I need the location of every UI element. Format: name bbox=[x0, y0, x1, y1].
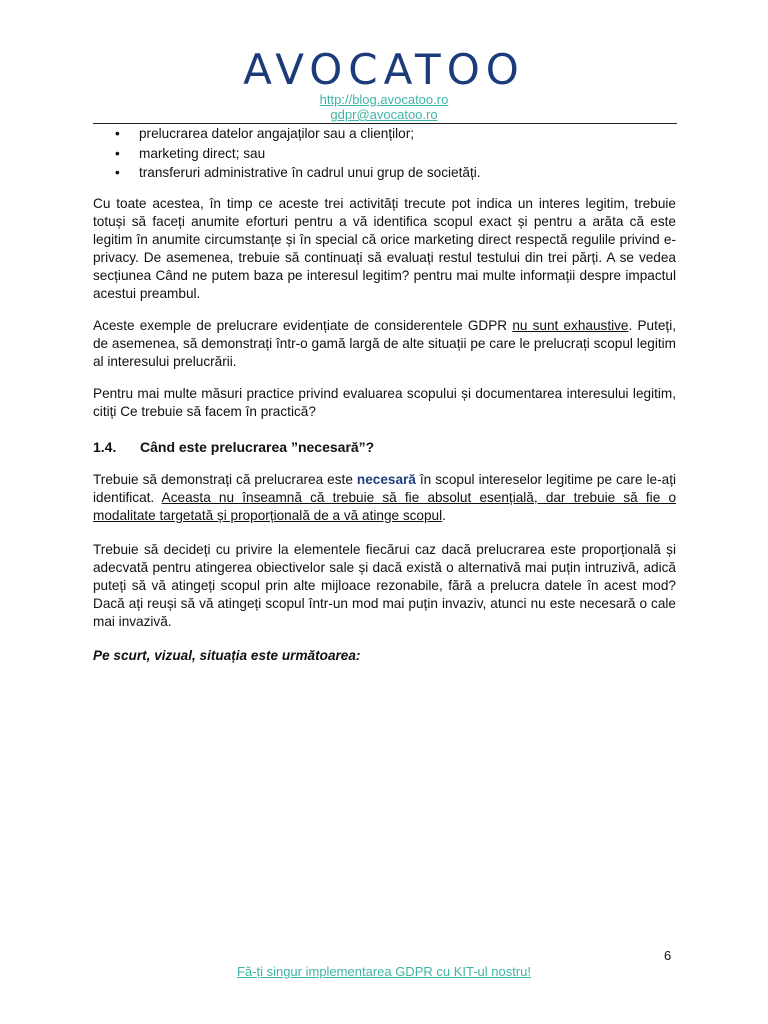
page-number: 6 bbox=[664, 948, 672, 963]
bullet-list bbox=[93, 124, 676, 183]
paragraph: Aceste exemple de prelucrare evidențiate de considerentele GDPR nu sunt exhaustive. Puteți, de asemenea, să demonstrați într-o gamă largă de alte situații pe care le prelucrați scopul legitim al interesului prelucrării. bbox=[93, 317, 677, 369]
list-item: • prelucrarea datelor angajaților sau a clienților; bbox=[93, 124, 676, 144]
blog-link[interactable]: http://blog.avocatoo.ro bbox=[319, 92, 449, 107]
email-link[interactable]: gdpr@avocatoo.ro bbox=[330, 107, 438, 122]
document-body bbox=[93, 124, 676, 665]
section-title: Când este prelucrarea ”necesară”? bbox=[140, 438, 375, 455]
paragraph: Pentru mai multe măsuri practice privind evaluarea scopului și documentarea interesului legitim, citiți Ce trebuie să facem în practică? bbox=[93, 385, 676, 419]
bullet-icon: • bbox=[115, 145, 120, 161]
footer bbox=[0, 964, 768, 979]
section-number: 1.4. bbox=[93, 438, 117, 455]
paragraph: Trebuie să demonstrați că prelucrarea este necesară în scopul intereselor legitime pe care le-ați identificat. Aceasta nu înseamnă că trebuie să fie absolut esențială, dar trebuie să fie o modalitate targetată și proporțională de a vă atinge scopul. bbox=[93, 471, 677, 523]
paragraph: Cu toate acestea, în timp ce aceste trei activități trecute pot indica un interes legitim, trebuie totuși să faceți anumite eforturi pentru a vă identifica scopul exact și pentru a arăta că este legitim în anumite circumstanțe și în special că orice marketing direct respectă regulile privind e-privacy. De asemenea, trebuie să continuați să evaluați restul testului din trei părți. A se vedea secțiunea Când ne putem baza pe interesul legitim? pentru mai multe informații despre impactul acestui preambul. bbox=[93, 195, 676, 301]
logo bbox=[0, 46, 768, 94]
bullet-icon: • bbox=[115, 126, 120, 141]
footer-link[interactable]: Fă-ți singur implementarea GDPR cu KIT-ul nostru! bbox=[236, 964, 532, 979]
section-heading bbox=[93, 437, 676, 457]
paragraph: Trebuie să decideți cu privire la elementele fiecărui caz dacă prelucrarea este proporțională și adecvată pentru atingerea obiectivelor sale și dacă există o alternativă mai puțin intruzivă, adică puteți să vă atingeți scopul prin alte mijloace rezonabile, fără a prelucra datele în acest mod? Dacă ați reuși să vă atingeți scopul într-un mod mai puțin invaziv, atunci nu este necesară o cale mai invazivă. bbox=[93, 541, 676, 629]
highlight-text: necesară bbox=[356, 471, 416, 487]
list-item: • transferuri administrative în cadrul unui grup de societăți. bbox=[93, 163, 676, 183]
header-links bbox=[0, 92, 768, 122]
bullet-icon: • bbox=[115, 165, 120, 180]
summary-line: Pe scurt, vizual, situația este următoarea: bbox=[93, 647, 361, 663]
logo-text: AVOCATOO bbox=[243, 45, 525, 94]
list-item: • marketing direct; sau bbox=[93, 144, 676, 164]
underlined-text: nu sunt exhaustive bbox=[512, 317, 629, 333]
underlined-text: Aceasta nu înseamnă că trebuie să fie absolut esențială, dar trebuie să fie o modalitate targetată și proporțională de a vă atinge scopul bbox=[93, 489, 677, 523]
